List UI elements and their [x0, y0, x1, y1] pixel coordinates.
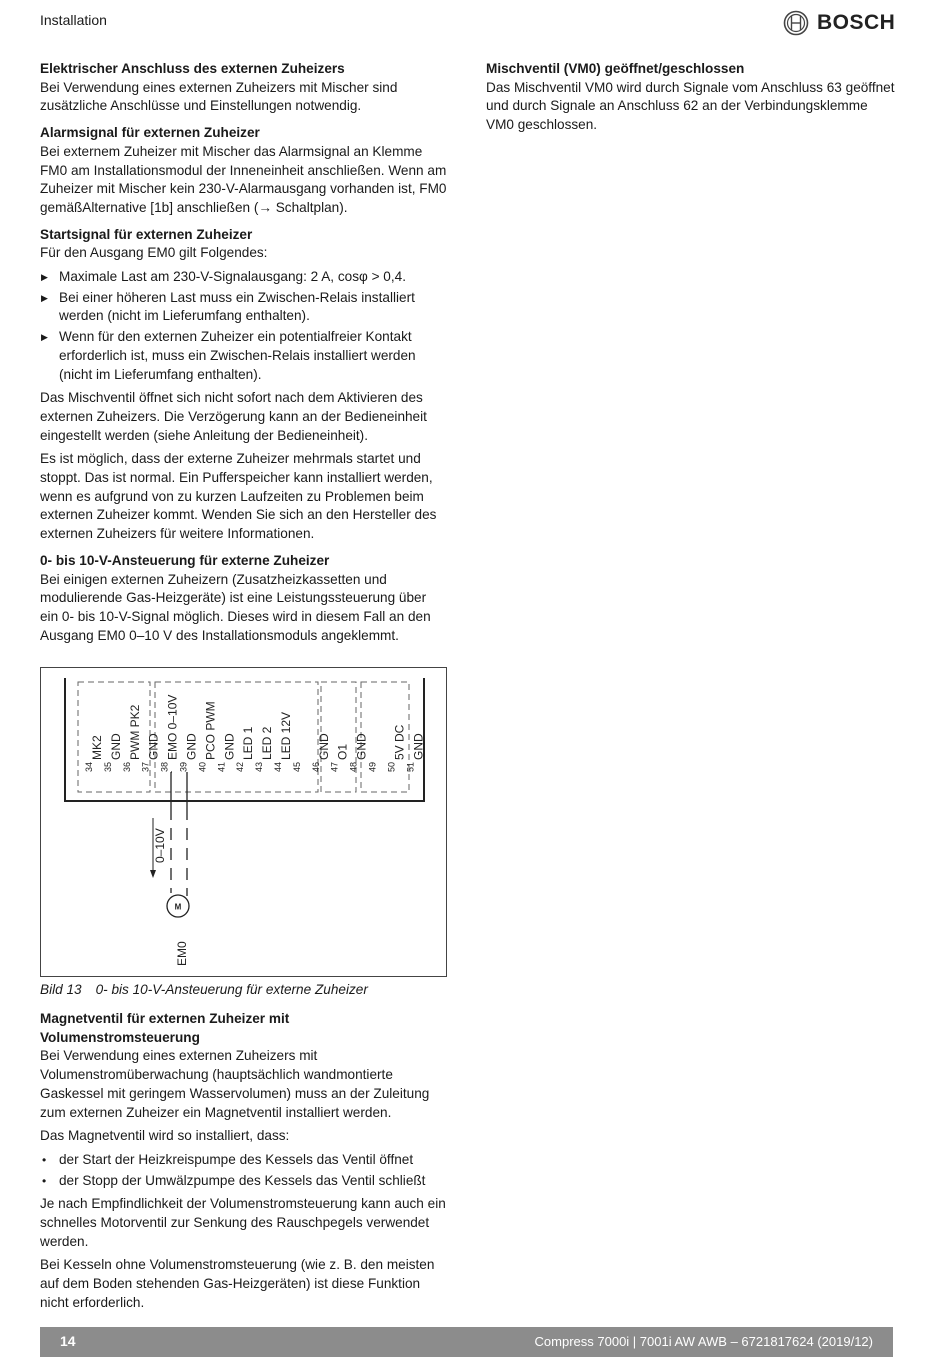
terminal-34 — [84, 735, 104, 772]
terminal-number: 37 — [140, 761, 151, 772]
terminal-38 — [160, 695, 180, 772]
paragraph: Es ist möglich, dass der externe Zuheizer mehrmals startet und stoppt. Das ist normal. Ein Pufferspeicher kann installiert werden, wenn es aufgrund von zu kurzen Laufzeiten zu Problemen beim externen Zuheizer kommt. Wenden Sie sich an den Hersteller des externen Zuheizers für weitere Informationen. — [40, 451, 437, 542]
terminal-number: 48 — [348, 761, 359, 772]
terminal-label: GND — [108, 733, 123, 760]
page-footer — [40, 1327, 893, 1357]
terminal-label: GND — [354, 733, 369, 760]
terminal-42 — [235, 726, 255, 772]
caption-text: 0- bis 10-V-Ansteuerung für externe Zuheizer — [95, 982, 368, 997]
motor-symbol: M — [174, 902, 182, 912]
wiring-diagram-svg — [41, 668, 448, 978]
instruction-list — [40, 268, 448, 384]
terminal-36 — [122, 704, 142, 772]
document-reference: Compress 7000i | 7001i AW AWB – 6721817624 (2019/12) — [534, 1334, 873, 1349]
terminal-label: LED 12V — [279, 711, 293, 760]
terminal-43 — [254, 726, 274, 772]
terminal-47 — [330, 744, 350, 772]
terminal-number: 36 — [121, 761, 132, 772]
list-item: ▶ Wenn für den externen Zuheizer ein potentialfreier Kontakt erforderlich ist, muss ein Zwischen-Relais installiert werden (nicht im Lieferumfang enthalten). — [40, 328, 448, 384]
section-text: Das Mischventil VM0 wird durch Signale vom Anschluss 63 geöffnet und durch Signale an Anschluss 62 an der Verbindungsklemme VM0 geschlossen. — [486, 79, 895, 133]
terminal-number: 42 — [235, 761, 246, 772]
terminal-number: 49 — [367, 761, 378, 772]
terminal-44 — [273, 712, 293, 772]
section-title: 0- bis 10-V-Ansteuerung für externe Zuheizer — [40, 552, 330, 568]
brand-logo — [783, 9, 895, 37]
terminal-label: 5V DC — [392, 724, 407, 760]
section-intro: Für den Ausgang EM0 gilt Folgendes: — [40, 245, 268, 261]
section-intro: Das Magnetventil wird so installiert, dass: — [40, 1128, 290, 1144]
terminal-50 — [386, 724, 406, 772]
condition-list — [40, 1151, 448, 1190]
terminal-label: PWM PK2 — [127, 704, 142, 760]
terminal-41 — [216, 733, 236, 772]
section-text: Bei externem Zuheizer mit Mischer das Alarmsignal an Klemme FM0 am Installationsmodul der Inneneinheit anschließen. Wenn am Zuheizer mit Mischer kein 230-V-Alarmausgang vorhanden ist, FM0 gemäßAlternative [1b] anschließen (→ Schaltplan). — [40, 143, 447, 215]
terminal-40 — [197, 701, 217, 772]
terminal-label: LED 1 — [241, 726, 256, 760]
terminal-37 — [141, 733, 161, 772]
list-item: • der Stopp der Umwälzpumpe des Kessels das Ventil schließt — [40, 1172, 448, 1191]
terminal-label: GND — [411, 733, 426, 760]
terminal-label: MK2 — [90, 735, 104, 760]
terminal-number: 38 — [159, 761, 170, 772]
section-title: Alarmsignal für externen Zuheizer — [40, 125, 260, 141]
paragraph: Bei Kesseln ohne Volumenstromsteuerung (wie z. B. den meisten auf dem Boden stehenden Gas-Heizgeräten) ist diese Funktion nicht erforderlich. — [40, 1257, 435, 1310]
paragraph: Das Mischventil öffnet sich nicht sofort nach dem Aktivieren des externen Zuheizers. Die Verzögerung kann an der Bedieneinheit eingestellt werden (siehe Anleitung der Bedieneinheit). — [40, 390, 427, 443]
signal-label: 0–10V — [153, 828, 167, 863]
terminal-number: 40 — [197, 761, 208, 772]
page-number: 14 — [60, 1333, 76, 1349]
terminal-row — [84, 695, 425, 772]
terminal-48 — [349, 733, 369, 772]
caption-number: Bild 13 — [40, 982, 82, 997]
terminal-number: 39 — [178, 761, 189, 772]
section-title: Magnetventil für externen Zuheizer mit Volumenstromsteuerung — [40, 1011, 290, 1045]
figure-caption — [40, 982, 368, 997]
terminal-number: 35 — [102, 761, 113, 772]
terminal-label: GND — [184, 733, 199, 760]
terminal-number: 46 — [310, 761, 321, 772]
section-alarm-signal — [40, 124, 448, 218]
left-column — [40, 60, 448, 653]
terminal-45 — [292, 762, 302, 772]
list-item: ▶ Bei einer höheren Last muss ein Zwischen-Relais installiert werden (nicht im Lieferumfang enthalten). — [40, 289, 448, 326]
terminal-label: GND — [222, 733, 237, 760]
list-item: • der Start der Heizkreispumpe des Kessels das Ventil öffnet — [40, 1151, 448, 1170]
terminal-label: LED 2 — [260, 726, 275, 760]
section-title: Elektrischer Anschluss des externen Zuheizers — [40, 61, 345, 76]
arrow-head-icon — [150, 870, 156, 878]
section-electrical-connection — [40, 60, 448, 116]
terminal-number: 44 — [273, 761, 283, 772]
wiring-diagram — [40, 667, 447, 977]
right-column — [486, 60, 896, 143]
terminal-label: GND — [146, 733, 161, 760]
brand-name: BOSCH — [817, 11, 896, 34]
terminal-label: EMO 0–10V — [165, 694, 180, 760]
terminal-number: 43 — [254, 761, 265, 772]
list-item: ▶ Maximale Last am 230-V-Signalausgang: 2 A, cosφ > 0,4. — [40, 268, 448, 287]
section-title: Startsignal für externen Zuheizer — [40, 226, 253, 242]
terminal-39 — [179, 733, 199, 772]
section-start-signal — [40, 226, 448, 544]
terminal-number: 50 — [386, 761, 397, 772]
section-text: Bei Verwendung eines externen Zuheizers mit Mischer sind zusätzliche Anschlüsse und Einstellungen notwendig. — [40, 79, 398, 114]
terminal-49 — [368, 762, 378, 772]
left-column-lower — [40, 1010, 448, 1318]
terminal-number: 34 — [84, 761, 94, 772]
section-title: Mischventil (VM0) geöffnet/geschlossen — [486, 61, 745, 76]
header-section-title: Installation — [40, 12, 107, 28]
bosch-armature-icon — [783, 10, 809, 36]
terminal-number: 41 — [216, 761, 227, 772]
terminal-label: O1 — [335, 743, 350, 760]
device-label: EM0 — [175, 941, 189, 966]
terminal-51 — [405, 733, 425, 772]
terminal-35 — [103, 733, 123, 772]
section-mixing-valve — [486, 60, 896, 135]
terminal-number: 51 — [405, 761, 416, 772]
section-0-10v-control — [40, 552, 448, 646]
terminal-number: 47 — [329, 761, 340, 772]
terminal-label: PCO PWM — [203, 701, 218, 760]
section-text: Bei Verwendung eines externen Zuheizers mit Volumenstromüberwachung (hauptsächlich wandmontierte Gaskessel mit geringem Wasservolumen) muss an der Zuleitung zum externen Zuheizer ein Magnetventil installiert werden. — [40, 1048, 430, 1120]
terminal-label: GND — [316, 733, 331, 760]
paragraph: Je nach Empfindlichkeit der Volumenstromsteuerung kann auch ein schnelles Motorventil zur Senkung des Rauschpegels verwendet werden. — [40, 1196, 446, 1249]
terminal-number: 45 — [291, 761, 302, 772]
section-text: Bei einigen externen Zuheizern (Zusatzheizkassetten und modulierende Gas-Heizgeräte) ist eine Leistungssteuerung über ein 0- bis 10-V-Signal möglich. Dieses wird in diesem Fall an den Ausgang EM0 0–10 V des Installationsmoduls angeklemmt. — [40, 571, 431, 643]
